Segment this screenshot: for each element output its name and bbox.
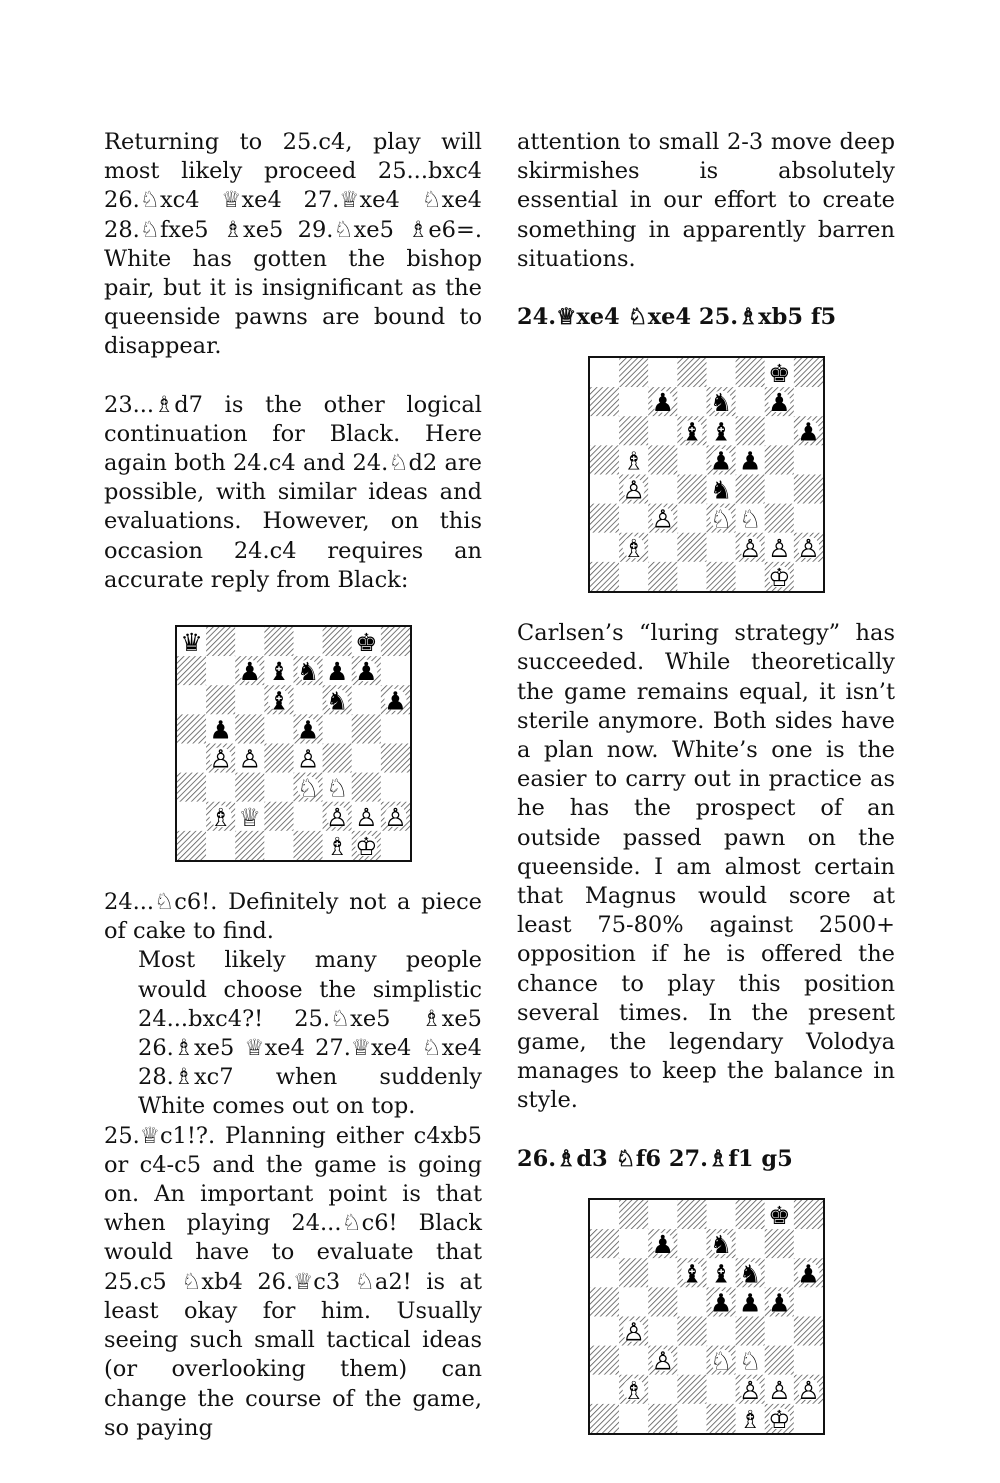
- light-square: [380, 714, 409, 743]
- light-square: [322, 714, 351, 743]
- white-pawn-icon: ♙: [796, 1375, 820, 1405]
- dark-square: [590, 446, 619, 475]
- light-square: [619, 1346, 648, 1375]
- move-heading: 24.♕xe4 ♘xe4 25.♗xb5 f5: [517, 304, 837, 331]
- light-square: [206, 656, 235, 685]
- black-pawn-icon: ♟: [767, 388, 791, 418]
- light-square: [706, 533, 735, 562]
- light-square: [706, 1200, 735, 1229]
- light-square: [735, 562, 764, 591]
- dark-square: [706, 1404, 735, 1433]
- light-square: [677, 387, 706, 416]
- white-pawn-icon: ♙: [208, 744, 232, 774]
- black-knight-icon: ♞: [738, 1259, 761, 1289]
- white-pawn-icon: ♙: [738, 534, 761, 564]
- white-knight-icon: ♘: [709, 504, 732, 534]
- dark-square: [677, 475, 706, 504]
- light-square: [619, 1287, 648, 1316]
- black-knight-icon: ♞: [709, 388, 732, 418]
- black-bishop-icon: ♝: [680, 1259, 703, 1289]
- black-pawn-icon: ♟: [296, 715, 319, 745]
- dark-square: [706, 562, 735, 591]
- dark-square: [619, 416, 648, 445]
- white-bishop-icon: ♗: [325, 831, 348, 861]
- light-square: [677, 1404, 706, 1433]
- black-knight-icon: ♞: [709, 1230, 732, 1260]
- light-square: [648, 475, 677, 504]
- black-pawn-icon: ♟: [709, 446, 732, 476]
- light-square: [648, 1258, 677, 1287]
- light-square: [590, 533, 619, 562]
- light-square: [590, 1316, 619, 1345]
- light-square: [793, 1229, 822, 1258]
- dark-square: [619, 1200, 648, 1229]
- light-square: [648, 358, 677, 387]
- light-square: [619, 1404, 648, 1433]
- dark-square: [764, 504, 793, 533]
- dark-square: [380, 744, 409, 773]
- light-square: [677, 446, 706, 475]
- dark-square: [264, 802, 293, 831]
- white-bishop-icon: ♗: [621, 1375, 645, 1405]
- paragraph: attention to small 2-3 move deep skirmishes is absolutely essential in our effort to create something in apparently barren situations.: [517, 129, 895, 272]
- paragraph: 23...♗d7 is the other logical continuation for Black. Here again both 24.c4 and 24.♘d2 are possible, with similar ideas and evaluations. However, on this occasion 24.c4 requires an accurate reply from Black:: [104, 391, 482, 593]
- dark-square: [351, 714, 380, 743]
- black-pawn-icon: ♟: [354, 657, 378, 687]
- white-pawn-icon: ♙: [651, 1346, 674, 1376]
- dark-square: [677, 358, 706, 387]
- light-square: [293, 802, 322, 831]
- black-pawn-icon: ♟: [238, 657, 261, 687]
- dark-square: [177, 656, 206, 685]
- dark-square: [764, 446, 793, 475]
- white-pawn-icon: ♙: [767, 534, 791, 564]
- light-square: [619, 1229, 648, 1258]
- light-square: [793, 562, 822, 591]
- dark-square: [793, 1316, 822, 1345]
- dark-square: [735, 358, 764, 387]
- dark-square: [648, 1287, 677, 1316]
- light-square: [619, 504, 648, 533]
- black-bishop-icon: ♝: [709, 417, 732, 447]
- light-square: [293, 627, 322, 656]
- chess-diagram-3: [588, 1198, 825, 1435]
- light-square: [764, 1258, 793, 1287]
- dark-square: [293, 831, 322, 860]
- light-square: [619, 562, 648, 591]
- white-king-icon: ♔: [767, 563, 791, 593]
- black-bishop-icon: ♝: [680, 417, 703, 447]
- black-pawn-icon: ♟: [767, 1288, 791, 1318]
- black-knight-icon: ♞: [325, 686, 348, 716]
- white-bishop-icon: ♗: [621, 446, 645, 476]
- light-square: [793, 1346, 822, 1375]
- paragraph: Carlsen’s “luring strategy” has succeeded. While theoretically the game remains equal, it isn’t sterile anymore. Both sides have a plan now. White’s one is the easier to carry out in practice as he has the prospect of an outside passed pawn on the queenside. I am almost certain that Magnus would score at least 75-80% against 2500+ opposition if he is offered the chance to play this position several times. In the present game, the legendary Volodya manages to keep the balance in style.: [517, 620, 895, 1114]
- dark-square: [322, 627, 351, 656]
- dark-square: [793, 475, 822, 504]
- light-square: [648, 1200, 677, 1229]
- white-pawn-icon: ♙: [238, 744, 261, 774]
- dark-square: [793, 358, 822, 387]
- light-square: [380, 831, 409, 860]
- black-pawn-icon: ♟: [208, 715, 232, 745]
- dark-square: [264, 627, 293, 656]
- dark-square: [177, 831, 206, 860]
- light-square: [793, 1287, 822, 1316]
- light-square: [380, 773, 409, 802]
- light-square: [619, 387, 648, 416]
- light-square: [264, 773, 293, 802]
- black-king-icon: ♚: [354, 628, 378, 658]
- white-knight-icon: ♘: [738, 504, 761, 534]
- dark-square: [764, 1346, 793, 1375]
- left-column: [104, 128, 482, 1443]
- dark-square: [177, 773, 206, 802]
- light-square: [793, 446, 822, 475]
- dark-square: [590, 1346, 619, 1375]
- white-knight-icon: ♘: [325, 773, 348, 803]
- white-knight-icon: ♘: [709, 1346, 732, 1376]
- black-pawn-icon: ♟: [738, 446, 761, 476]
- chess-diagram-2: [588, 356, 825, 593]
- light-square: [793, 1404, 822, 1433]
- light-square: [293, 685, 322, 714]
- move-heading: 26.♗d3 ♘f6 27.♗f1 g5: [517, 1145, 793, 1172]
- light-square: [764, 1316, 793, 1345]
- dark-square: [351, 773, 380, 802]
- light-square: [590, 475, 619, 504]
- paragraph: 25.♕c1!?. Planning either c4xb5 or c4-c5 and the game is going on. An important point is that when playing 24...♘c6! Black would have to evaluate that 25.c5 ♘xb4 26.♕c3 ♘a2! is at least okay for him. Usually seeing such small tactical ideas (or overlooking them) can change the course of the game, so paying: [104, 1122, 482, 1441]
- light-square: [351, 744, 380, 773]
- light-square: [648, 1375, 677, 1404]
- white-bishop-icon: ♗: [621, 534, 645, 564]
- dark-square: [677, 1200, 706, 1229]
- dark-square: [590, 1229, 619, 1258]
- light-square: [380, 656, 409, 685]
- black-pawn-icon: ♟: [651, 388, 674, 418]
- dark-square: [206, 685, 235, 714]
- black-knight-icon: ♞: [296, 657, 319, 687]
- dark-square: [235, 714, 264, 743]
- dark-square: [590, 1404, 619, 1433]
- light-square: [590, 1375, 619, 1404]
- light-square: [793, 387, 822, 416]
- light-square: [706, 358, 735, 387]
- light-square: [177, 685, 206, 714]
- dark-square: [177, 714, 206, 743]
- black-pawn-icon: ♟: [796, 1259, 820, 1289]
- dark-square: [735, 416, 764, 445]
- light-square: [648, 533, 677, 562]
- variation-paragraph: Most likely many people would choose the simplistic 24...bxc4?! 25.♘xe5 ♗xe5 26.♗xe5 ♕xe4 27.♕xe4 ♘xe4 28.♗xc7 when suddenly White comes out on top.: [138, 947, 482, 1120]
- white-pawn-icon: ♙: [296, 744, 319, 774]
- light-square: [735, 1229, 764, 1258]
- white-king-icon: ♔: [354, 831, 378, 861]
- light-square: [206, 831, 235, 860]
- light-square: [764, 475, 793, 504]
- dark-square: [235, 773, 264, 802]
- black-bishop-icon: ♝: [709, 1259, 732, 1289]
- light-square: [648, 1316, 677, 1345]
- white-pawn-icon: ♙: [354, 802, 378, 832]
- white-bishop-icon: ♗: [208, 802, 232, 832]
- light-square: [351, 685, 380, 714]
- light-square: [590, 416, 619, 445]
- white-pawn-icon: ♙: [738, 1375, 761, 1405]
- black-bishop-icon: ♝: [267, 686, 290, 716]
- white-pawn-icon: ♙: [767, 1375, 791, 1405]
- dark-square: [648, 446, 677, 475]
- dark-square: [764, 1229, 793, 1258]
- white-knight-icon: ♘: [738, 1346, 761, 1376]
- black-pawn-icon: ♟: [738, 1288, 761, 1318]
- black-pawn-icon: ♟: [709, 1288, 732, 1318]
- dark-square: [677, 1316, 706, 1345]
- black-knight-icon: ♞: [709, 475, 732, 505]
- light-square: [764, 416, 793, 445]
- black-king-icon: ♚: [767, 359, 791, 389]
- white-pawn-icon: ♙: [621, 475, 645, 505]
- paragraph: 24...♘c6!. Definitely not a piece of cake to find.: [104, 889, 482, 945]
- black-king-icon: ♚: [767, 1200, 791, 1230]
- light-square: [793, 504, 822, 533]
- black-pawn-icon: ♟: [651, 1230, 674, 1260]
- light-square: [177, 802, 206, 831]
- white-pawn-icon: ♙: [621, 1317, 645, 1347]
- white-king-icon: ♔: [767, 1404, 791, 1434]
- dark-square: [235, 831, 264, 860]
- black-bishop-icon: ♝: [267, 657, 290, 687]
- white-bishop-icon: ♗: [738, 1404, 761, 1434]
- black-pawn-icon: ♟: [325, 657, 348, 687]
- dark-square: [648, 1404, 677, 1433]
- white-pawn-icon: ♙: [383, 802, 407, 832]
- light-square: [590, 358, 619, 387]
- dark-square: [264, 744, 293, 773]
- white-queen-icon: ♕: [238, 802, 261, 832]
- dark-square: [590, 562, 619, 591]
- light-square: [235, 685, 264, 714]
- black-pawn-icon: ♟: [796, 417, 820, 447]
- light-square: [677, 1287, 706, 1316]
- paragraph: Returning to 25.c4, play will most likely proceed 25...bxc4 26.♘xc4 ♕xe4 27.♕xe4 ♘xe4 28.♘fxe5 ♗xe5 29.♘xe5 ♗e6=. White has gotten the bishop pair, but it is insignificant as the queenside pawns are bound to disappear.: [104, 129, 482, 360]
- light-square: [235, 627, 264, 656]
- dark-square: [648, 562, 677, 591]
- dark-square: [380, 627, 409, 656]
- dark-square: [619, 1258, 648, 1287]
- dark-square: [590, 504, 619, 533]
- light-square: [590, 1258, 619, 1287]
- light-square: [648, 416, 677, 445]
- white-knight-icon: ♘: [296, 773, 319, 803]
- light-square: [677, 1346, 706, 1375]
- dark-square: [677, 1375, 706, 1404]
- dark-square: [735, 1316, 764, 1345]
- chess-diagram-1: [175, 625, 412, 862]
- dark-square: [322, 744, 351, 773]
- dark-square: [590, 387, 619, 416]
- black-queen-icon: ♛: [179, 628, 203, 658]
- dark-square: [735, 475, 764, 504]
- dark-square: [590, 1287, 619, 1316]
- dark-square: [793, 1200, 822, 1229]
- light-square: [677, 504, 706, 533]
- light-square: [177, 744, 206, 773]
- light-square: [706, 1316, 735, 1345]
- light-square: [264, 831, 293, 860]
- white-pawn-icon: ♙: [325, 802, 348, 832]
- light-square: [206, 773, 235, 802]
- white-pawn-icon: ♙: [651, 504, 674, 534]
- right-column: [517, 128, 895, 1435]
- light-square: [677, 562, 706, 591]
- light-square: [677, 1229, 706, 1258]
- light-square: [706, 1375, 735, 1404]
- light-square: [735, 387, 764, 416]
- white-pawn-icon: ♙: [796, 534, 820, 564]
- dark-square: [619, 358, 648, 387]
- light-square: [590, 1200, 619, 1229]
- light-square: [264, 714, 293, 743]
- dark-square: [735, 1200, 764, 1229]
- dark-square: [677, 533, 706, 562]
- black-pawn-icon: ♟: [383, 686, 407, 716]
- dark-square: [206, 627, 235, 656]
